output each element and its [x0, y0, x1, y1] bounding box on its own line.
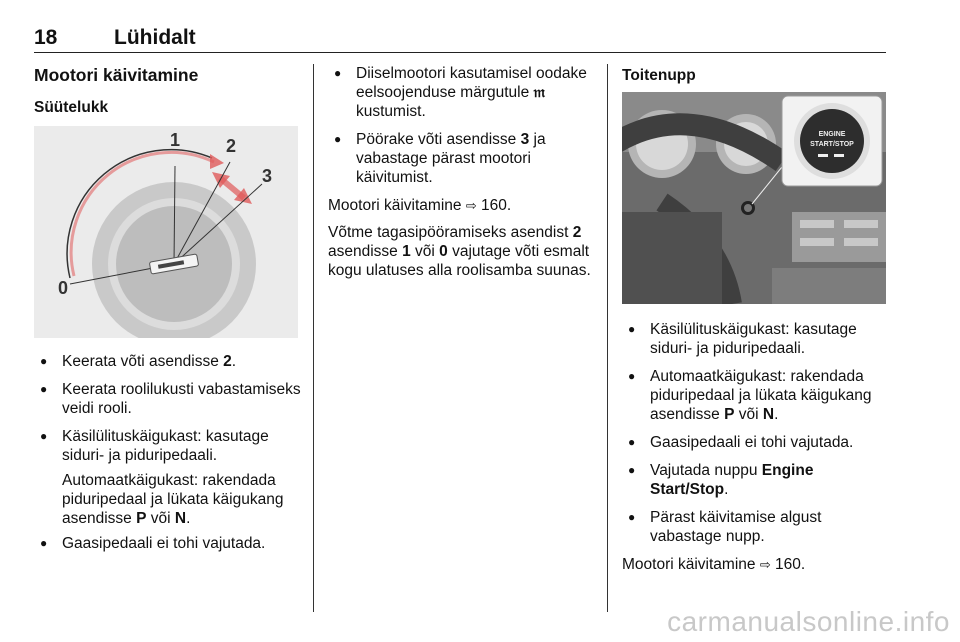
ignition-steps-list — [34, 352, 302, 465]
list-item: ● Käsilülituskäigukast: kasutage siduri- ja piduripedaali. — [628, 321, 857, 357]
engine-button-label-1: ENGINE — [818, 131, 846, 138]
list-item: ● Automaatkäigukast: rakendada piduripedaal ja lükata käigukang asendisse P või N. — [628, 368, 872, 423]
list-item: ● Vajutada nuppu Engine Start/Stop. — [628, 462, 814, 498]
page-title: Lühidalt — [114, 26, 196, 49]
list-item: ● Gaasipedaali ei tohi vajutada. — [628, 434, 854, 451]
ignition-lock-figure — [34, 126, 298, 338]
subsection-title-power-button: Toitenupp — [622, 67, 696, 84]
list-item: ● Käsilülituskäigukast: kasutage siduri- ja piduripedaali. — [40, 428, 269, 464]
position-label-3: 3 — [262, 166, 273, 186]
column-1 — [34, 64, 302, 562]
page-reference-icon: ⇨ — [465, 198, 477, 213]
subsection-title-ignition: Süütelukk — [34, 99, 109, 116]
position-label-1: 1 — [170, 130, 181, 150]
column-3 — [622, 64, 888, 582]
glow-plug-icon: 𝔪 — [533, 84, 546, 101]
page-reference-icon: ⇨ — [759, 557, 771, 572]
list-item: ● Keerata võti asendisse 2. — [40, 353, 237, 370]
column-2 — [328, 64, 594, 288]
list-item: ● Pöörake võti asendisse 3 ja vabastage pärast mootori käivitumist. — [334, 131, 546, 186]
section-title: Mootori käivitamine — [34, 65, 199, 85]
page-header — [34, 26, 886, 53]
column-divider — [607, 64, 608, 612]
cross-reference: Mootori käivitamine ⇨ 160. — [328, 197, 512, 214]
paragraph: Võtme tagasipööramiseks asendist 2 asendisse 1 või 0 vajutage võti esmalt kogu ulatuses alla roolisamba suunas. — [328, 224, 591, 279]
list-item: ● Keerata roolilukusti vabastamiseks veidi rooli. — [40, 381, 301, 417]
engine-button-label-2: START/STOP — [810, 141, 854, 148]
page-reference-link[interactable]: 160. — [481, 197, 512, 214]
list-sub-paragraph: Automaatkäigukast: rakendada piduripedaal ja lükata käigukang asendisse P või N. — [62, 472, 284, 527]
column-divider — [313, 64, 314, 612]
watermark: carmanualsonline.info — [667, 606, 950, 637]
position-label-0: 0 — [58, 278, 69, 298]
power-button-steps-list — [622, 320, 888, 546]
list-item: ● Pärast käivitamise algust vabastage nupp. — [628, 509, 822, 545]
page-reference-link[interactable]: 160. — [775, 556, 806, 573]
cross-reference: Mootori käivitamine ⇨ 160. — [622, 556, 806, 573]
page-number: 18 — [34, 26, 58, 49]
list-item: ● Diiselmootori kasutamisel oodake eelsoojenduse märgutule 𝔪 kustumist. — [334, 65, 587, 120]
position-label-2: 2 — [226, 136, 237, 156]
power-button-photo — [622, 92, 886, 304]
list-item: ● Gaasipedaali ei tohi vajutada. — [40, 535, 266, 552]
